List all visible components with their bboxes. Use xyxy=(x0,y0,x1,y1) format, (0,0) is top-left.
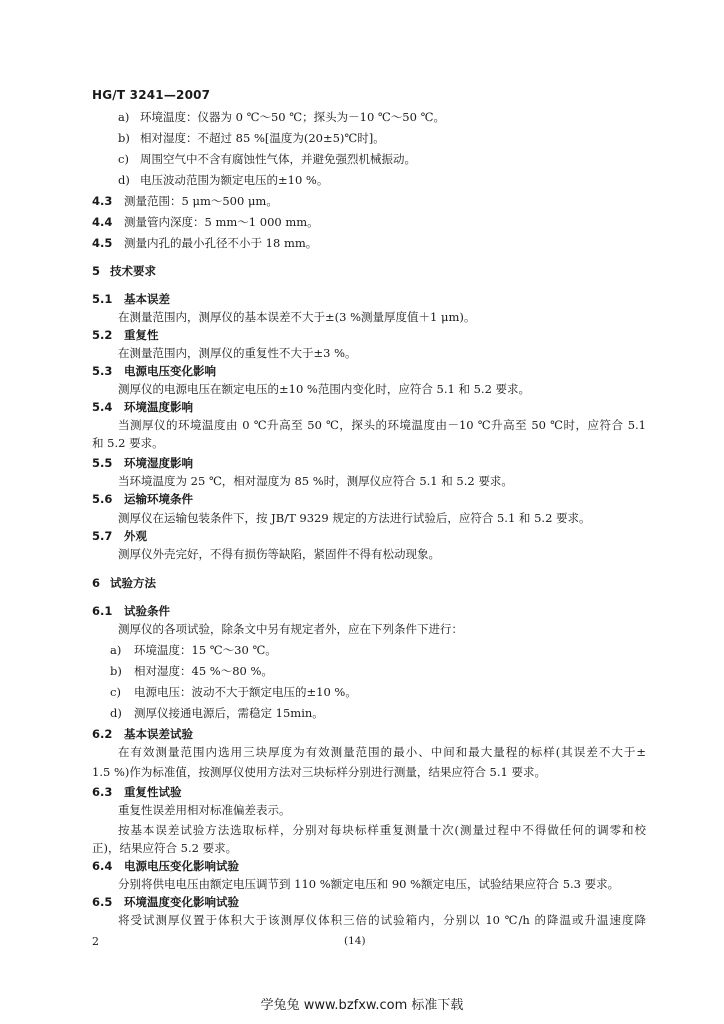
clause-number: 6.4 xyxy=(92,859,113,873)
clause-heading: 电源电压变化影响 xyxy=(124,364,216,378)
paragraph: 在测量范围内，测厚仪的基本误差不大于±(3 %测量厚度值＋1 μm)。 xyxy=(118,310,476,324)
paragraph-continuation: 1.5 %)作为标准值，按测厚仪使用方法对三块标样分别进行测量，结果应符合 5.1 要求。 xyxy=(92,765,546,779)
paragraph: 在测量范围内，测厚仪的重复性不大于±3 %。 xyxy=(118,346,357,360)
paragraph: 按基本误差试验方法选取标样，分别对每块标样重复测量十次(测量过程中不得做任何的调零和校 xyxy=(118,823,646,837)
clause-number: 5.4 xyxy=(92,400,113,414)
clause-heading: 环境温度影响 xyxy=(124,400,193,414)
standard-number: HG/T 3241—2007 xyxy=(92,88,211,102)
list-label: c) xyxy=(110,685,121,699)
clause-number: 5.1 xyxy=(92,292,113,306)
list-label: b) xyxy=(110,664,122,678)
list-text: 相对湿度：45 %～80 %。 xyxy=(134,664,273,678)
paragraph: 当环境温度为 25 ℃，相对湿度为 85 %时，测厚仪应符合 5.1 和 5.2 要求。 xyxy=(118,474,513,488)
clause-heading: 环境温度变化影响试验 xyxy=(124,895,239,909)
clause-text: 测量内孔的最小孔径不小于 18 mm。 xyxy=(124,236,318,250)
list-text: 环境温度：15 ℃～30 ℃。 xyxy=(134,643,277,657)
paragraph: 重复性误差用相对标准偏差表示。 xyxy=(118,803,291,817)
clause-number: 4.5 xyxy=(92,236,113,250)
list-label: d) xyxy=(110,706,122,720)
clause-number: 6.3 xyxy=(92,785,113,799)
clause-heading: 电源电压变化影响试验 xyxy=(124,859,239,873)
page-number: 2 xyxy=(92,935,99,948)
section-number: 6 xyxy=(92,576,101,590)
clause-heading: 运输环境条件 xyxy=(124,492,193,506)
paragraph: 将受试测厚仪置于体积大于该测厚仪体积三倍的试验箱内，分别以 10 ℃/h 的降温或升温速度降 xyxy=(118,913,646,927)
list-label: b) xyxy=(118,131,130,145)
section-number: 5 xyxy=(92,264,101,278)
paragraph: 测厚仪外壳完好，不得有损伤等缺陷，紧固件不得有松动现象。 xyxy=(118,547,440,561)
clause-heading: 基本误差试验 xyxy=(124,727,193,741)
paragraph-continuation: 和 5.2 要求。 xyxy=(92,436,164,450)
clause-heading: 基本误差 xyxy=(124,292,170,306)
clause-number: 5.6 xyxy=(92,492,113,506)
paragraph: 测厚仪的电源电压在额定电压的±10 %范围内变化时，应符合 5.1 和 5.2 要求。 xyxy=(118,382,531,396)
clause-number: 5.7 xyxy=(92,529,113,543)
site-watermark: 学兔兔 www.bzfxw.com 标准下载 xyxy=(260,998,464,1013)
clause-number: 5.3 xyxy=(92,364,113,378)
list-text: 电压波动范围为额定电压的±10 %。 xyxy=(140,173,329,187)
list-label: c) xyxy=(118,152,129,166)
list-label: a) xyxy=(110,643,122,657)
list-text: 相对湿度：不超过 85 %[温度为(20±5)℃时]。 xyxy=(140,131,385,145)
clause-number: 4.4 xyxy=(92,215,113,229)
clause-text: 测量管内深度：5 mm～1 000 mm。 xyxy=(124,215,319,229)
list-label: a) xyxy=(118,110,130,124)
clause-number: 4.3 xyxy=(92,194,113,208)
clause-heading: 试验条件 xyxy=(124,604,170,618)
list-text: 环境温度：仪器为 0 ℃～50 ℃；探头为－10 ℃～50 ℃。 xyxy=(140,110,445,124)
clause-number: 6.2 xyxy=(92,727,113,741)
paragraph: 测厚仪的各项试验，除条文中另有规定者外，应在下列条件下进行： xyxy=(118,622,463,636)
section-title: 技术要求 xyxy=(110,264,156,278)
clause-heading: 重复性试验 xyxy=(124,785,182,799)
clause-number: 6.1 xyxy=(92,604,113,618)
clause-heading: 环境湿度影响 xyxy=(124,456,193,470)
section-title: 试验方法 xyxy=(110,576,156,590)
paragraph: 在有效测量范围内选用三块厚度为有效测量范围的最小、中间和最大量程的标样(其误差不大于± xyxy=(118,745,646,759)
paragraph: 当测厚仪的环境温度由 0 ℃升高至 50 ℃，探头的环境温度由－10 ℃升高至 50 ℃时，应符合 5.1 xyxy=(118,418,646,432)
clause-heading: 外观 xyxy=(124,529,147,543)
paragraph: 分别将供电电压由额定电压调节到 110 %额定电压和 90 %额定电压，试验结果应符合 5.3 要求。 xyxy=(118,877,620,891)
clause-number: 5.2 xyxy=(92,328,113,342)
clause-heading: 重复性 xyxy=(124,328,159,342)
paragraph-continuation: 正)，结果应符合 5.2 要求。 xyxy=(92,841,238,855)
list-label: d) xyxy=(118,173,130,187)
page-sequence: (14) xyxy=(344,935,366,947)
clause-number: 5.5 xyxy=(92,456,113,470)
list-text: 电源电压：波动不大于额定电压的±10 %。 xyxy=(134,685,357,699)
paragraph: 测厚仪在运输包装条件下，按 JB/T 9329 规定的方法进行试验后，应符合 5.1 和 5.2 要求。 xyxy=(118,511,591,525)
list-text: 测厚仪接通电源后，需稳定 15min。 xyxy=(134,706,324,720)
clause-text: 测量范围：5 μm～500 μm。 xyxy=(124,194,278,208)
list-text: 周围空气中不含有腐蚀性气体，并避免强烈机械振动。 xyxy=(140,152,416,166)
clause-number: 6.5 xyxy=(92,895,113,909)
